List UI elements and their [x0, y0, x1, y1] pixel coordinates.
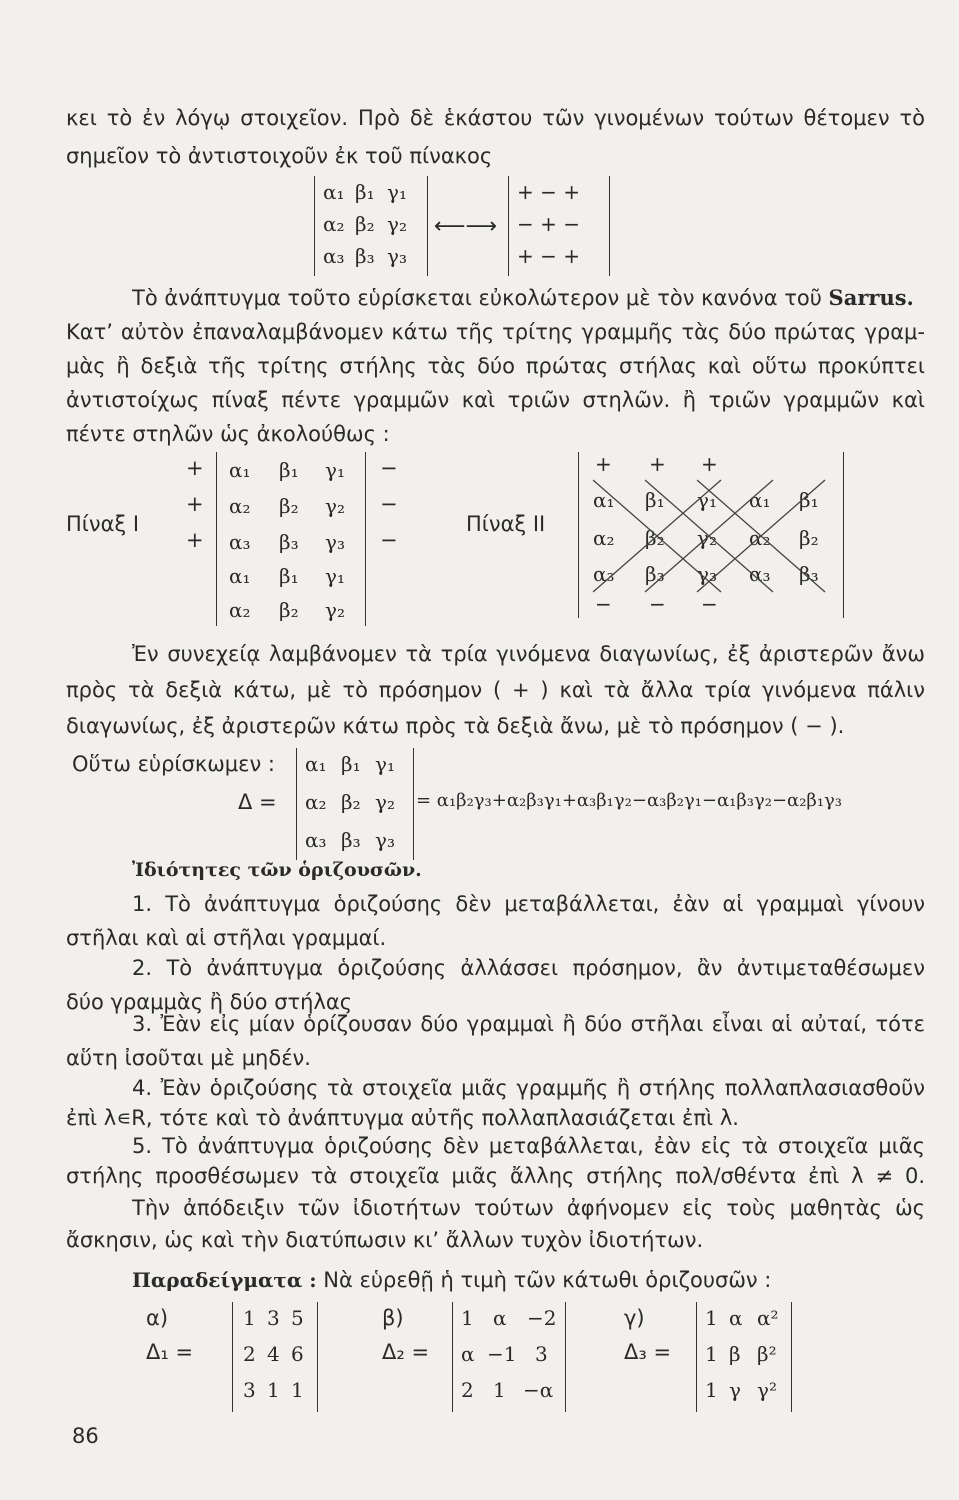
pinax-2-matrix	[578, 452, 844, 618]
matrix-cell: α₁	[749, 488, 771, 512]
matrix-cell: γ	[729, 1378, 741, 1402]
matrix-cell: 2	[243, 1342, 256, 1366]
delta-matrix	[296, 748, 414, 860]
sarrus-name: Sarrus.	[828, 285, 914, 310]
matrix-cell: α	[461, 1342, 475, 1366]
matrix-cell: α₂	[305, 790, 327, 814]
text-line: δύο γραμμὰς ἢ δύο στήλας	[66, 990, 353, 1014]
item-number: 5.	[132, 1134, 153, 1158]
matrix-cell: β₁	[645, 488, 665, 512]
matrix-cell: γ₂	[697, 526, 717, 550]
matrix-cell: 6	[291, 1342, 304, 1366]
sign: −	[701, 592, 718, 616]
matrix-cell: 1	[705, 1342, 718, 1366]
matrix-cell: α₂	[229, 598, 251, 622]
sign: +	[186, 456, 204, 480]
item-text: Τὸ ἀνάπτυγμα ὁριζούσης ἀλλάσσει πρόσημον, ἂν ἀντιμεταθέσωμεν	[166, 956, 925, 980]
sign: −	[595, 592, 612, 616]
matrix-cell: α₃	[593, 562, 615, 586]
matrix-cell: α₃	[305, 828, 327, 852]
example-matrix	[232, 1302, 318, 1412]
sarrus-text: Τὸ ἀνάπτυγμα τοῦτο εὑρίσκεται εὐκολώτερον μὲ τὸν κανόνα τοῦ	[132, 286, 822, 310]
pinax-1-matrix	[216, 452, 366, 626]
matrix-cell: α₂	[749, 526, 771, 550]
matrix-cell: γ₁	[325, 564, 345, 588]
sarrus-diagonals	[579, 452, 843, 618]
matrix-cell: γ₂	[325, 494, 345, 518]
text-line: πρὸς τὰ δεξιὰ κάτω, μὲ τὸ πρόσημον ( + ) καὶ τὰ ἄλλα τρία γινόμενα πάλιν	[66, 678, 925, 702]
example-label: Δ₁ =	[146, 1340, 194, 1364]
example-matrix	[452, 1302, 566, 1412]
matrix-cell: α₃	[749, 562, 771, 586]
matrix-cell: α₁	[593, 488, 615, 512]
matrix-cell: 5	[291, 1306, 304, 1330]
text-line: Τὴν ἀπόδειξιν τῶν ἰδιοτήτων τούτων ἀφήνομεν εἰς τοὺς μαθητὰς ὡς	[132, 1196, 925, 1220]
matrix-cell: 1	[267, 1378, 280, 1402]
double-arrow: ⟵⟶	[434, 214, 498, 239]
delta-label: Δ =	[238, 790, 277, 814]
examples-heading: Παραδείγματα :	[132, 1268, 317, 1292]
matrix-cell: β₃	[645, 562, 665, 586]
text-line: στήλης προσθέσωμεν τὰ στοιχεῖα μιᾶς ἄλλης στήλης πολ/σθέντα ἐπὶ λ ≠ 0.	[66, 1164, 925, 1188]
matrix-cell: 1	[461, 1306, 474, 1330]
matrix-cell: β₁	[799, 488, 819, 512]
matrix-cell: α₁	[229, 564, 251, 588]
matrix-cell: α₁	[229, 458, 251, 482]
matrix-cell: α₃	[229, 530, 251, 554]
example-tag: β)	[382, 1306, 404, 1330]
matrix-cell: γ₃	[325, 530, 345, 554]
determinant-matrix	[314, 176, 428, 276]
sign: −	[380, 492, 398, 516]
expansion-formula: = α₁β₂γ₃+α₂β₃γ₁+α₃β₁γ₂−α₃β₂γ₁−α₁β₃γ₂−α₂β₁γ₃	[416, 790, 843, 811]
matrix-cell: γ₂	[387, 212, 407, 236]
matrix-cell: α₂	[229, 494, 251, 518]
matrix-cell: β₁	[355, 180, 375, 204]
sign: +	[649, 452, 666, 476]
pinax-2-label: Πίναξ ΙΙ	[466, 512, 546, 536]
matrix-cell: β²	[757, 1342, 777, 1366]
text-line: Κατ’ αὐτὸν ἐπαναλαμβάνομεν κάτω τῆς τρίτης γραμμῆς τὰς δύο πρώτας γραμ-	[66, 320, 925, 344]
sign: −	[380, 528, 398, 552]
matrix-cell: β₁	[279, 458, 299, 482]
page-number: 86	[72, 1424, 99, 1448]
matrix-cell: β₃	[341, 828, 361, 852]
matrix-cell: 3	[267, 1306, 280, 1330]
text-line: ἐπὶ λ∊R, τότε καὶ τὸ ἀνάπτυγμα αὐτῆς πολλαπλασιάζεται ἐπὶ λ.	[66, 1106, 739, 1130]
text-line: Ἐν συνεχείᾳ λαμβάνομεν τὰ τρία γινόμενα διαγωνίως, ἐξ ἀριστερῶν ἄνω	[132, 642, 925, 666]
matrix-cell: γ²	[757, 1378, 777, 1402]
matrix-cell: α₂	[593, 526, 615, 550]
matrix-cell: 1	[705, 1306, 718, 1330]
matrix-cell: γ₁	[387, 180, 407, 204]
text-line: στῆλαι καὶ αἱ στῆλαι γραμμαί.	[66, 926, 387, 950]
item-text: Ἐὰν εἰς μίαν ὁρίζουσαν δύο γραμμαὶ ἢ δύο στῆλαι εἶναι αἱ αὐταί, τότε	[160, 1012, 925, 1036]
text-line	[132, 284, 925, 312]
examples-prompt: Νὰ εὑρεθῇ ἡ τιμὴ τῶν κάτωθι ὁριζουσῶν :	[323, 1268, 772, 1292]
item-number: 4.	[132, 1076, 153, 1100]
matrix-cell: β₂	[341, 790, 361, 814]
matrix-cell: α₂	[323, 212, 345, 236]
matrix-cell: α₃	[323, 244, 345, 268]
matrix-cell: β₃	[355, 244, 375, 268]
matrix-cell: β	[729, 1342, 741, 1366]
text-line: σημεῖον τὸ ἀντιστοιχοῦν ἐκ τοῦ πίνακος	[66, 144, 493, 168]
result-label: Οὕτω εὑρίσκωμεν :	[72, 752, 275, 776]
matrix-cell: 1	[243, 1306, 256, 1330]
sign: +	[186, 492, 204, 516]
matrix-cell: α	[493, 1306, 507, 1330]
item-number: 1.	[132, 892, 153, 916]
matrix-cell: α	[729, 1306, 743, 1330]
sign-row: + − +	[517, 180, 580, 204]
matrix-row: α₁	[323, 180, 345, 204]
text-line: ἀντιστοίχως πίναξ πέντε γραμμῶν καὶ τριῶν στηλῶν. ἢ τριῶν γραμμῶν καὶ	[66, 388, 925, 412]
text-line: διαγωνίως, ἐξ ἀριστερῶν κάτω πρὸς τὰ δεξιὰ ἄνω, μὲ τὸ πρόσημον ( − ).	[66, 714, 845, 738]
sign: +	[595, 452, 612, 476]
matrix-cell: γ₃	[375, 828, 395, 852]
text-line: αὕτη ἰσοῦται μὲ μηδέν.	[66, 1046, 311, 1070]
item-text: Τὸ ἀνάπτυγμα ὁριζούσης δὲν μεταβάλλεται, ἐὰν εἰς τὰ στοιχεῖα μιᾶς	[162, 1134, 925, 1158]
matrix-cell: β₂	[279, 598, 299, 622]
matrix-cell: β₂	[645, 526, 665, 550]
matrix-cell: γ₂	[375, 790, 395, 814]
sign-row: − + −	[517, 212, 580, 236]
matrix-cell: β₁	[279, 564, 299, 588]
matrix-cell: −2	[527, 1306, 557, 1330]
property-item	[132, 1010, 925, 1038]
matrix-cell: γ₁	[375, 752, 395, 776]
matrix-cell: β₂	[355, 212, 375, 236]
matrix-cell: γ₂	[325, 598, 345, 622]
item-text: Τὸ ἀνάπτυγμα ὁριζούσης δὲν μεταβάλλεται, ἐὰν αἱ γραμμαὶ γίνουν	[165, 892, 925, 916]
example-tag: α)	[146, 1306, 169, 1330]
sign: −	[380, 456, 398, 480]
item-number: 3.	[132, 1012, 153, 1036]
matrix-cell: γ₁	[325, 458, 345, 482]
example-tag: γ)	[624, 1306, 645, 1330]
matrix-cell: −α	[523, 1378, 554, 1402]
matrix-cell: −1	[487, 1342, 517, 1366]
matrix-cell: α₁	[305, 752, 327, 776]
property-item	[132, 890, 925, 918]
properties-heading: Ἰδιότητες τῶν ὁριζουσῶν.	[132, 859, 422, 881]
matrix-cell: β₃	[799, 562, 819, 586]
sign: +	[701, 452, 718, 476]
text-line: κει τὸ ἐν λόγῳ στοιχεῖον. Πρὸ δὲ ἑκάστου τῶν γινομένων τούτων θέτομεν τὸ	[66, 106, 925, 130]
sign-matrix	[508, 176, 610, 276]
matrix-cell: β₂	[799, 526, 819, 550]
sign-row: + − +	[517, 244, 580, 268]
matrix-cell: 1	[493, 1378, 506, 1402]
text-line: πέντε στηλῶν ὡς ἀκολούθως :	[66, 422, 390, 446]
matrix-cell: 2	[461, 1378, 474, 1402]
property-item	[132, 954, 925, 982]
matrix-cell: β₃	[279, 530, 299, 554]
matrix-cell: 4	[267, 1342, 280, 1366]
sign: +	[186, 528, 204, 552]
example-label: Δ₃ =	[624, 1340, 672, 1364]
matrix-cell: γ₃	[697, 562, 717, 586]
sign: −	[649, 592, 666, 616]
text-line: μὰς ἢ δεξιὰ τῆς τρίτης στήλης τὰς δύο πρώτας στήλας καὶ οὕτω προκύπτει	[66, 354, 925, 378]
matrix-cell: β₁	[341, 752, 361, 776]
example-label: Δ₂ =	[382, 1340, 430, 1364]
property-item	[132, 1132, 925, 1160]
matrix-cell: α²	[757, 1306, 779, 1330]
matrix-cell: γ₃	[387, 244, 407, 268]
matrix-cell: γ₁	[697, 488, 717, 512]
property-item	[132, 1074, 925, 1102]
matrix-cell: 3	[535, 1342, 548, 1366]
item-text: Ἐὰν ὁριζούσης τὰ στοιχεῖα μιᾶς γραμμῆς ἢ στήλης πολλαπλασιασθοῦν	[160, 1076, 925, 1100]
example-matrix	[696, 1302, 792, 1412]
pinax-1-label: Πίναξ Ι	[66, 512, 140, 536]
matrix-cell: β₂	[279, 494, 299, 518]
matrix-cell: 3	[243, 1378, 256, 1402]
examples-line	[132, 1266, 925, 1294]
text-line: ἄσκησιν, ὡς καὶ τὴν διατύπωσιν κι’ ἄλλων τυχὸν ἰδιοτήτων.	[66, 1228, 704, 1252]
matrix-cell: 1	[705, 1378, 718, 1402]
matrix-cell: 1	[291, 1378, 304, 1402]
item-number: 2.	[132, 956, 153, 980]
